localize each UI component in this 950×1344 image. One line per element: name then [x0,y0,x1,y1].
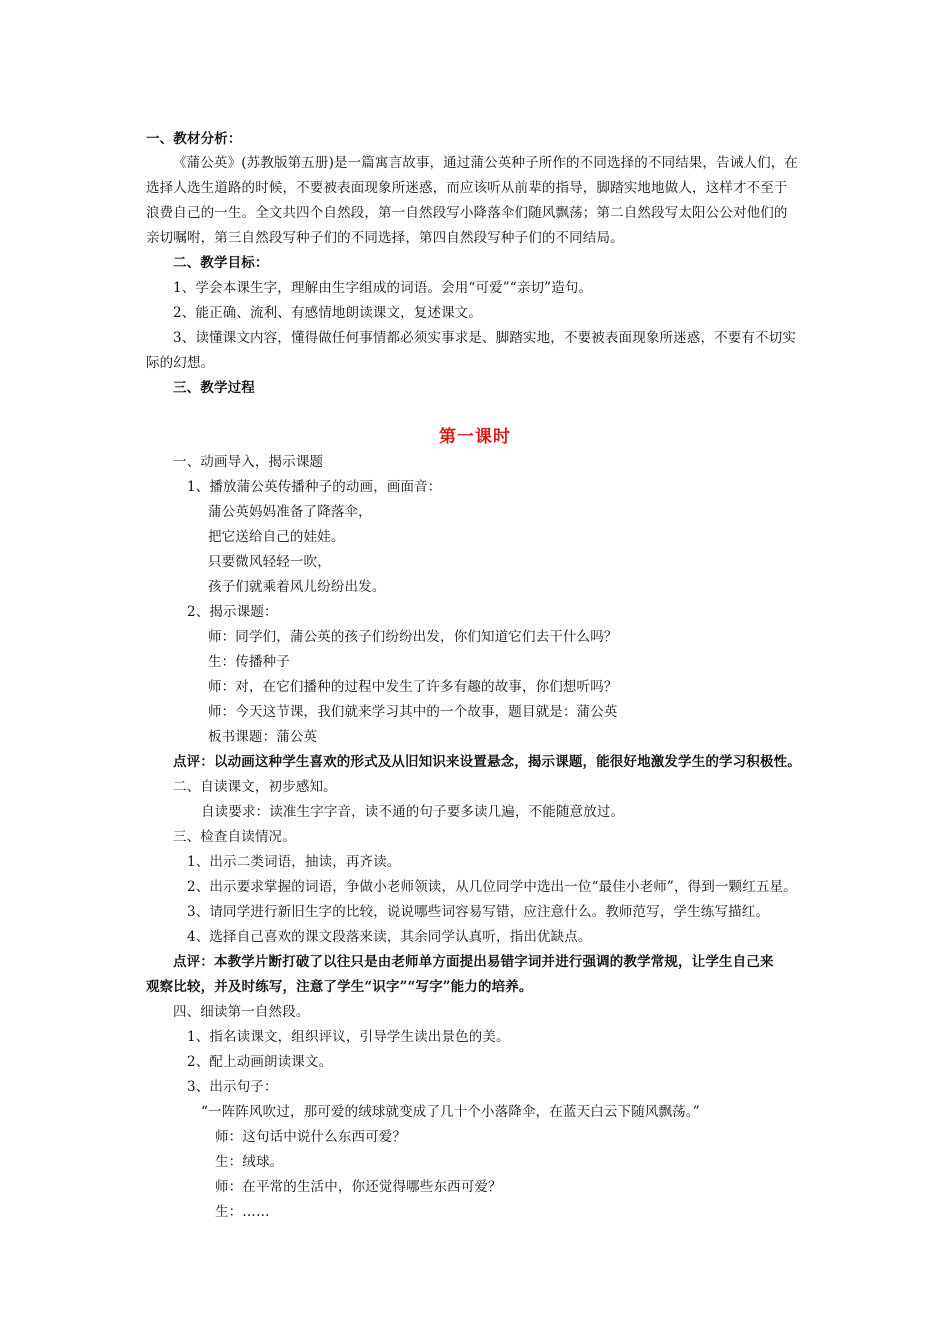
section-heading-goals: 二、教学目标： [173,255,269,271]
poem-line: 蒲公英妈妈准备了降落伞， [208,504,372,520]
dialog-line: 生：绒球。 [215,1154,284,1170]
poem-line: 只要微风轻轻一吹， [208,554,331,570]
dialog-line: 生：传播种子 [208,654,290,670]
dialog-line: 师：在平常的生活中，你还觉得哪些东西可爱？ [215,1179,502,1195]
quote-sentence: “一阵阵风吹过，那可爱的绒球就变成了几十个小落降伞，在蓝天白云下随风飘荡。” [201,1104,700,1120]
dialog-line: 师：这句话中说什么东西可爱？ [215,1129,407,1145]
requirement-line: 自读要求：读准生字字音，读不通的句子要多读几遍，不能随意放过。 [201,804,625,820]
step-item: 2、揭示课题： [187,604,278,620]
part-heading: 二、自读课文，初步感知。 [173,779,337,795]
step-item: 1、出示二类词语，抽读，再齐读。 [187,854,401,870]
part-heading: 四、细读第一自然段。 [173,1004,310,1020]
part-heading: 三、检查自读情况。 [173,829,296,845]
step-item: 1、播放蒲公英传播种子的动画，画面音： [187,479,442,495]
section-heading-analysis: 一、教材分析： [146,131,242,147]
analysis-line: 浪费自己的一生。全文共四个自然段，第一自然段写小降落伞们随风飘荡；第二自然段写太阳公公对他们的 [146,205,788,221]
goal-item: 1、学会本课生字，理解由生字组成的词语。会用“可爱”“亲切”造句。 [173,280,593,296]
dialog-line: 板书课题：蒲公英 [208,729,318,745]
dialog-line: 生：…… [215,1204,270,1220]
dialog-line: 师：对，在它们播种的过程中发生了许多有趣的故事，你们想听吗？ [208,679,618,695]
dialog-line: 师：今天这节课，我们就来学习其中的一个故事，题目就是：蒲公英 [208,704,618,720]
lesson-title: 第一课时 [439,427,511,447]
section-heading-process: 三、教学过程 [173,380,255,396]
step-item: 1、指名读课文，组织评议，引导学生读出景色的美。 [187,1029,510,1045]
comment-continued: 观察比较，并及时练写，注意了学生“识字”“写字”能力的培养。 [146,979,533,995]
dialog-line: 师：同学们，蒲公英的孩子们纷纷出发，你们知道它们去干什么吗？ [208,629,618,645]
step-item: 3、出示句子： [187,1079,278,1095]
analysis-line: 《蒲公英》(苏教版第五册)是一篇寓言故事，通过蒲公英种子所作的不同选择的不同结果，告诫人们，在 [173,155,799,171]
step-item: 2、配上动画朗读课文。 [187,1054,333,1070]
analysis-line: 亲切嘱咐，第三自然段写种子们的不同选择，第四自然段写种子们的不同结局。 [146,230,624,246]
step-item: 3、请同学进行新旧生字的比较，说说哪些词容易写错，应注意什么。教师范写，学生练写描红。 [187,904,770,920]
poem-line: 把它送给自己的娃娃。 [208,529,345,545]
step-item: 2、出示要求掌握的词语，争做小老师领读，从几位同学中选出一位“最佳小老师”，得到一颗红五星。 [187,879,797,895]
poem-line: 孩子们就乘着风儿纷纷出发。 [208,579,386,595]
goal-item: 2、能正确、流利、有感情地朗读课文，复述课文。 [173,305,483,321]
goal-item: 3、读懂课文内容，懂得做任何事情都必须实事求是、脚踏实地，不要被表面现象所迷惑，不要有不切实 [173,330,796,346]
goal-item-continued: 际的幻想。 [146,355,215,371]
part-heading: 一、动画导入，揭示课题 [173,454,324,470]
comment: 点评：本教学片断打破了以往只是由老师单方面提出易错字词并进行强调的教学常规，让学生自己来 [173,954,774,970]
analysis-line: 选择人选生道路的时候，不要被表面现象所迷惑，而应该听从前辈的指导，脚踏实地地做人，这样才不至于 [146,180,788,196]
comment: 点评：以动画这种学生喜欢的形式及从旧知识来设置悬念，揭示课题，能很好地激发学生的学习积极性。 [173,754,801,770]
step-item: 4、选择自己喜欢的课文段落来读，其余同学认真听，指出优缺点。 [187,929,592,945]
